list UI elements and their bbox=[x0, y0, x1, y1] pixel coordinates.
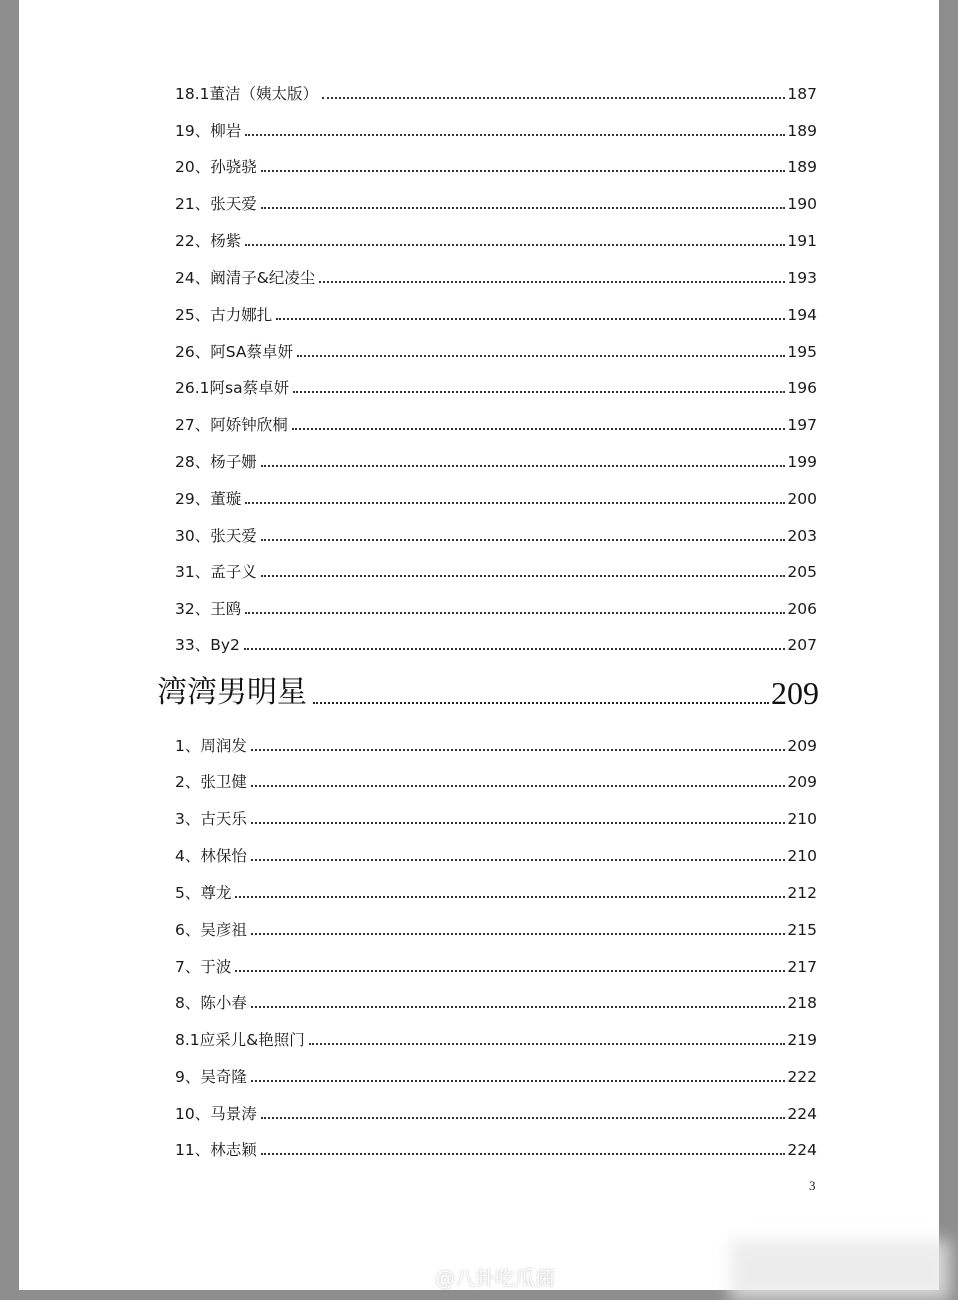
toc-entry[interactable] bbox=[175, 768, 817, 792]
toc-entry-page: 194 bbox=[787, 306, 817, 324]
toc-entry-page: 199 bbox=[787, 453, 817, 471]
toc-entry[interactable] bbox=[175, 1026, 817, 1050]
toc-entry-label: 22、杨紫 bbox=[175, 232, 242, 250]
toc-entry[interactable] bbox=[175, 916, 817, 940]
toc-entry[interactable] bbox=[175, 1136, 817, 1160]
toc-entry-page: 196 bbox=[787, 379, 817, 397]
dot-leader bbox=[245, 133, 785, 136]
dot-leader bbox=[251, 748, 786, 751]
toc-entry-label: 33、By2 bbox=[175, 636, 240, 654]
toc-entry-label: 6、吴彦祖 bbox=[175, 921, 247, 939]
toc-entry-page: 222 bbox=[787, 1068, 817, 1086]
dot-leader bbox=[251, 784, 786, 787]
toc-entry-label: 11、林志颖 bbox=[175, 1141, 257, 1159]
toc-entry-page: 224 bbox=[787, 1141, 817, 1159]
toc-entry-page: 212 bbox=[787, 884, 817, 902]
dot-leader bbox=[245, 611, 785, 614]
toc-entry-label: 4、林保怡 bbox=[175, 847, 247, 865]
toc-entry-label: 27、阿娇钟欣桐 bbox=[175, 416, 288, 434]
dot-leader bbox=[261, 1116, 786, 1119]
toc-entry[interactable] bbox=[175, 80, 817, 104]
dot-leader bbox=[297, 354, 785, 357]
toc-entry-page: 187 bbox=[787, 85, 817, 103]
toc-entry-page: 191 bbox=[787, 232, 817, 250]
toc-entry-page: 206 bbox=[787, 600, 817, 618]
toc-entry[interactable] bbox=[175, 411, 817, 435]
toc-entry-page: 207 bbox=[787, 636, 817, 654]
toc-entry-page: 190 bbox=[787, 195, 817, 213]
dot-leader bbox=[245, 243, 785, 246]
dot-leader bbox=[251, 932, 786, 935]
toc-entry-label: 26.1阿sa蔡卓妍 bbox=[175, 379, 290, 397]
toc-entry[interactable] bbox=[175, 1100, 817, 1124]
toc-entry-label: 1、周润发 bbox=[175, 737, 247, 755]
toc-entry-label: 10、马景涛 bbox=[175, 1105, 257, 1123]
toc-entry-page: 203 bbox=[787, 527, 817, 545]
dot-leader bbox=[261, 1152, 786, 1155]
dot-leader bbox=[245, 501, 785, 504]
dot-leader bbox=[261, 464, 786, 467]
section-title: 湾湾男明星 bbox=[157, 675, 307, 710]
toc-entry-label: 2、张卫健 bbox=[175, 773, 247, 791]
toc-entry-page: 215 bbox=[787, 921, 817, 939]
dot-leader bbox=[251, 1005, 786, 1008]
weibo-icon bbox=[407, 1267, 431, 1287]
toc-entry-label: 29、董璇 bbox=[175, 490, 242, 508]
dot-leader bbox=[261, 169, 786, 172]
toc-entry-page: 210 bbox=[787, 847, 817, 865]
toc-entry[interactable] bbox=[175, 595, 817, 619]
toc-entry-label: 8、陈小春 bbox=[175, 994, 247, 1012]
toc-entry[interactable] bbox=[175, 1063, 817, 1087]
toc-entry[interactable] bbox=[175, 117, 817, 141]
toc-entry[interactable] bbox=[175, 805, 817, 829]
toc-entry[interactable] bbox=[175, 558, 817, 582]
toc-entry-label: 3、古天乐 bbox=[175, 810, 247, 828]
toc-entry[interactable] bbox=[175, 227, 817, 251]
toc-entry-label: 31、孟子义 bbox=[175, 563, 257, 581]
dot-leader bbox=[322, 96, 785, 99]
dot-leader bbox=[292, 427, 786, 430]
toc-entry-label: 21、张天爱 bbox=[175, 195, 257, 213]
toc-entry[interactable] bbox=[175, 264, 817, 288]
toc-entry-page: 218 bbox=[787, 994, 817, 1012]
dot-leader bbox=[293, 390, 785, 393]
dot-leader bbox=[319, 280, 785, 283]
dot-leader bbox=[261, 538, 786, 541]
dot-leader bbox=[261, 574, 786, 577]
toc-entry[interactable] bbox=[175, 338, 817, 362]
toc-entry-label: 24、阚清子&纪凌尘 bbox=[175, 269, 316, 287]
toc-entry[interactable] bbox=[175, 374, 817, 398]
toc-entry-label: 18.1董洁（姨太版） bbox=[175, 85, 319, 103]
page-number: 3 bbox=[809, 1178, 816, 1193]
toc-entry-page: 195 bbox=[787, 343, 817, 361]
toc-entry-page: 189 bbox=[787, 122, 817, 140]
toc-entry[interactable] bbox=[175, 190, 817, 214]
toc-entry-label: 5、尊龙 bbox=[175, 884, 232, 902]
toc-entry-page: 217 bbox=[787, 958, 817, 976]
dot-leader bbox=[251, 858, 786, 861]
toc-entry-label: 28、杨子姗 bbox=[175, 453, 257, 471]
toc-entry-label: 32、王鸥 bbox=[175, 600, 242, 618]
toc-entry-page: 200 bbox=[787, 490, 817, 508]
watermark-text: @八卦吃瓜菌 bbox=[435, 1266, 555, 1290]
toc-entry-label: 26、阿SA蔡卓妍 bbox=[175, 343, 293, 361]
dot-leader bbox=[244, 647, 786, 650]
document-page bbox=[19, 0, 939, 1290]
toc-entry-page: 219 bbox=[787, 1031, 817, 1049]
dot-leader bbox=[261, 206, 786, 209]
toc-entry-label: 30、张天爱 bbox=[175, 527, 257, 545]
toc-entry-page: 205 bbox=[787, 563, 817, 581]
toc-entry-page: 197 bbox=[787, 416, 817, 434]
toc-entry[interactable] bbox=[175, 732, 817, 756]
watermark bbox=[407, 1262, 555, 1291]
dot-leader bbox=[251, 1079, 786, 1082]
toc-entry[interactable] bbox=[175, 485, 817, 509]
toc-entry[interactable] bbox=[175, 301, 817, 325]
section-page: 209 bbox=[771, 675, 819, 711]
dot-leader bbox=[313, 701, 769, 704]
toc-entry-page: 210 bbox=[787, 810, 817, 828]
dot-leader bbox=[276, 317, 785, 320]
toc-entry-page: 209 bbox=[787, 737, 817, 755]
toc-section-heading[interactable] bbox=[157, 668, 819, 712]
toc-entry[interactable] bbox=[175, 989, 817, 1013]
dot-leader bbox=[309, 1042, 786, 1045]
toc-entry[interactable] bbox=[175, 953, 817, 977]
dot-leader bbox=[235, 969, 785, 972]
toc-entry-label: 7、于波 bbox=[175, 958, 232, 976]
toc-entry[interactable] bbox=[175, 522, 817, 546]
toc-entry-page: 189 bbox=[787, 158, 817, 176]
dot-leader bbox=[235, 895, 785, 898]
toc-entry-page: 209 bbox=[787, 773, 817, 791]
toc-entry-page: 193 bbox=[787, 269, 817, 287]
blurred-overlay bbox=[730, 1240, 950, 1300]
toc-entry-label: 9、吴奇隆 bbox=[175, 1068, 247, 1086]
toc-entry-label: 20、孙骁骁 bbox=[175, 158, 257, 176]
toc-entry-label: 19、柳岩 bbox=[175, 122, 242, 140]
toc-entry[interactable] bbox=[175, 153, 817, 177]
dot-leader bbox=[251, 821, 786, 824]
toc-entry-label: 8.1应采儿&艳照门 bbox=[175, 1031, 305, 1049]
toc-entry[interactable] bbox=[175, 448, 817, 472]
toc-entry[interactable] bbox=[175, 842, 817, 866]
toc-entry-page: 224 bbox=[787, 1105, 817, 1123]
toc-entry[interactable] bbox=[175, 879, 817, 903]
toc-entry-label: 25、古力娜扎 bbox=[175, 306, 273, 324]
toc-entry[interactable] bbox=[175, 631, 817, 655]
